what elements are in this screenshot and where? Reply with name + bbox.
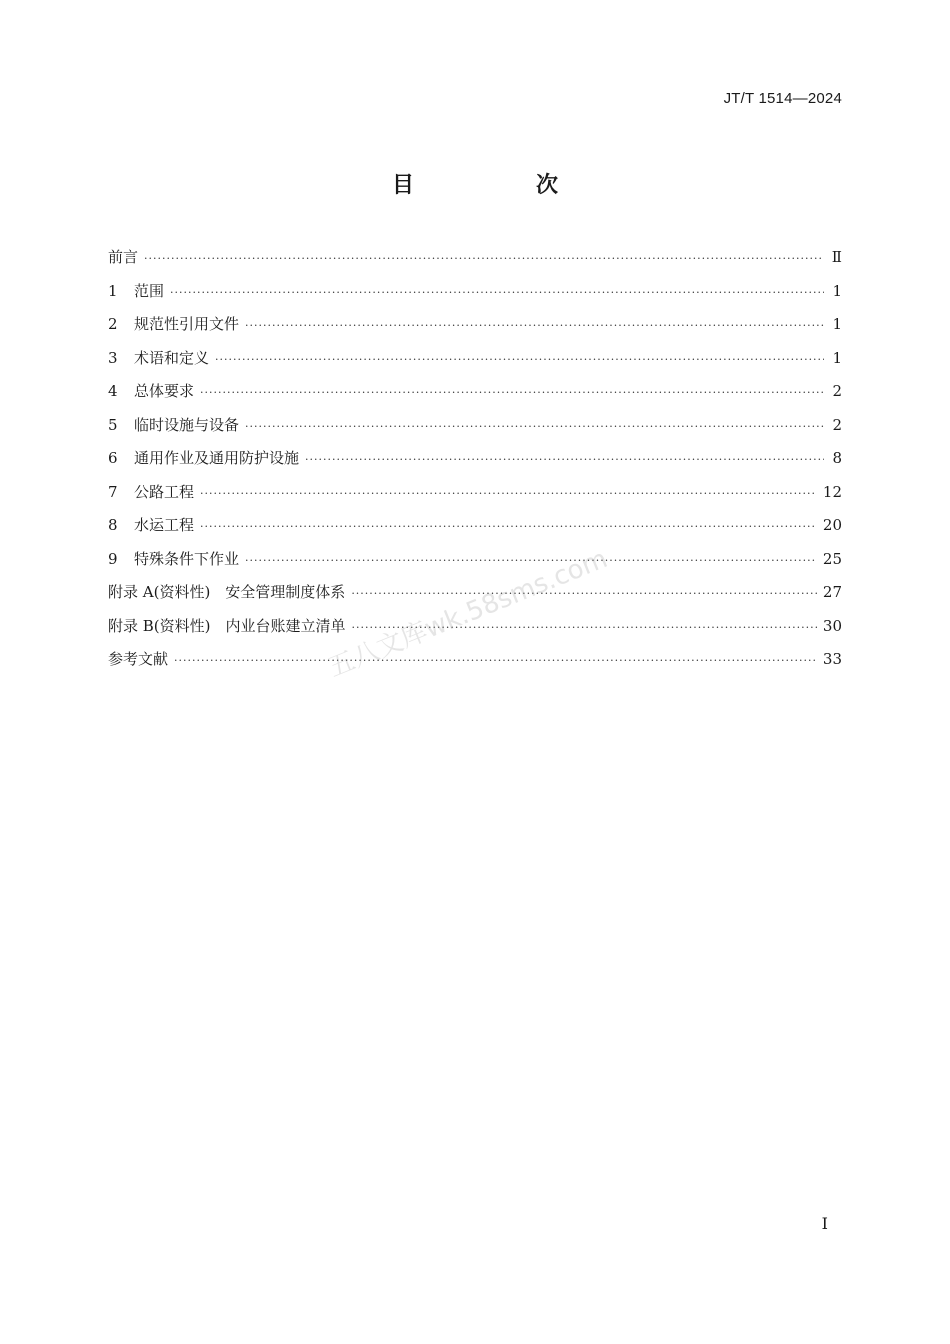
toc-entry[interactable] <box>108 511 842 545</box>
dot-leader <box>200 513 817 541</box>
toc-entry-number: 4 <box>108 382 118 400</box>
toc-entry-page: 2 <box>832 382 842 400</box>
toc-entry-page: 30 <box>822 616 842 635</box>
dot-leader <box>215 346 824 374</box>
toc-entry-number: 8 <box>108 516 118 534</box>
dot-leader <box>144 245 824 273</box>
toc-entry-label: 规范性引用文件 <box>134 315 240 333</box>
toc-entry[interactable] <box>108 444 842 478</box>
toc-entry-label: 水运工程 <box>134 516 195 534</box>
toc-entry-page: Ⅱ <box>831 248 842 266</box>
toc-entry[interactable] <box>108 545 842 579</box>
toc-entry-label: 总体要求 <box>134 382 195 400</box>
toc-entry-label: 公路工程 <box>134 482 195 501</box>
toc-entry-page: 8 <box>832 449 842 467</box>
toc-entry-page: 2 <box>832 415 842 434</box>
toc-entry[interactable] <box>108 310 842 344</box>
toc-entry-page: 27 <box>822 583 842 601</box>
dot-leader <box>245 413 824 441</box>
toc-entry-number: 6 <box>108 449 118 467</box>
toc-entry-number: 9 <box>108 549 118 568</box>
page-title: 目 次 <box>391 173 608 198</box>
toc-entry-number: 1 <box>108 281 118 300</box>
toc-entry-page: 25 <box>822 549 842 568</box>
toc-entry-page: 1 <box>832 281 842 300</box>
toc-entry-number: 2 <box>108 315 118 333</box>
toc-entry-page: 20 <box>822 516 842 534</box>
dot-leader <box>200 480 817 508</box>
toc-entry-page: 12 <box>822 482 842 501</box>
toc-entry[interactable] <box>108 277 842 311</box>
toc-entry-label: 特殊条件下作业 <box>134 549 240 568</box>
dot-leader <box>200 379 824 407</box>
toc-entry-label: 临时设施与设备 <box>134 415 240 434</box>
standard-code: JT/T 1514—2024 <box>723 90 842 107</box>
toc-entry-number: 5 <box>108 415 118 434</box>
toc-entry-label: 附录 B(资料性) 内业台账建立清单 <box>108 616 346 635</box>
dot-leader <box>245 312 824 340</box>
toc-entry-label: 术语和定义 <box>134 348 210 367</box>
toc-entry-page: 1 <box>832 348 842 367</box>
toc-entry[interactable] <box>108 411 842 445</box>
toc-entry-page: 33 <box>822 650 842 668</box>
toc-entry[interactable] <box>108 243 842 277</box>
toc-entry-label: 通用作业及通用防护设施 <box>134 449 300 467</box>
watermark: 五八文库wk.58sms.com <box>324 543 612 684</box>
toc-entry-label: 范围 <box>134 281 165 300</box>
page-number: I <box>821 1214 828 1233</box>
toc-entry[interactable] <box>108 377 842 411</box>
toc-entry-number: 7 <box>108 482 118 501</box>
dot-leader <box>170 279 824 307</box>
toc-entry-page: 1 <box>832 315 842 333</box>
toc-entry[interactable] <box>108 344 842 378</box>
toc-entry-number: 3 <box>108 348 118 367</box>
toc-entry-label: 参考文献 <box>108 650 169 668</box>
toc-entry[interactable] <box>108 645 842 679</box>
dot-leader <box>351 580 817 608</box>
toc-entry-label: 前言 <box>108 248 139 266</box>
dot-leader <box>305 446 824 474</box>
toc-entry[interactable] <box>108 478 842 512</box>
toc-entry-label: 附录 A(资料性) 安全管理制度体系 <box>108 583 346 601</box>
dot-leader <box>174 647 817 675</box>
